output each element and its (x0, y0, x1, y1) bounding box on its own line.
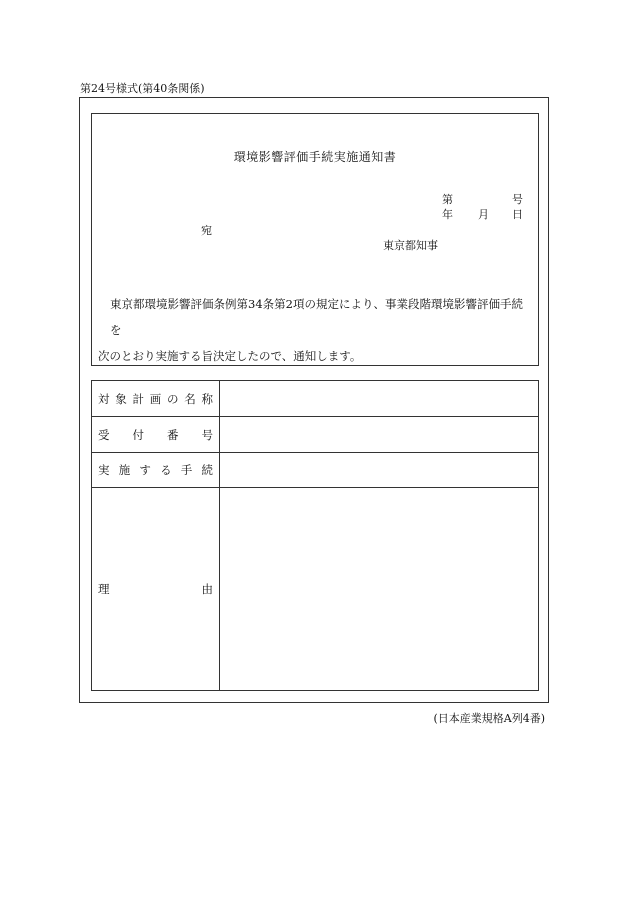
table-row (92, 417, 539, 453)
procedure-value[interactable] (220, 453, 539, 488)
body-line-1: 東京都環境影響評価条例第34条第2項の規定により、事業段階環境影響評価手続を (110, 297, 523, 337)
plan-name-value[interactable] (220, 381, 539, 417)
form-id: 第24号様式(第40条関係) (80, 82, 205, 95)
table-row (92, 381, 539, 417)
date-month: 月 (478, 208, 489, 221)
notice-section (91, 113, 539, 366)
sender: 東京都知事 (383, 239, 438, 252)
paper-size-note: (日本産業規格A列4番) (433, 712, 545, 725)
info-table (91, 380, 539, 691)
body-line-2: 次のとおり実施する旨決定したので、通知します。 (98, 349, 362, 363)
date-year: 年 (442, 208, 453, 221)
row-label-receipt-number: 受 付 番 号 (98, 427, 213, 442)
receipt-number-value[interactable] (220, 417, 539, 453)
number-prefix: 第 (442, 193, 453, 206)
date-day: 日 (512, 208, 523, 221)
reason-value[interactable] (220, 488, 539, 691)
row-label-reason: 理 由 (98, 582, 213, 596)
table-row (92, 488, 539, 691)
row-label-plan-name: 対 象 計 画 の 名 称 (98, 391, 213, 406)
addressee-suffix: 宛 (201, 224, 212, 237)
document-title: 環境影響評価手続実施通知書 (233, 150, 397, 164)
notice-body (98, 291, 532, 369)
number-suffix: 号 (512, 193, 523, 206)
table-row (92, 453, 539, 488)
row-label-procedure: 実 施 す る 手 続 (98, 463, 213, 477)
